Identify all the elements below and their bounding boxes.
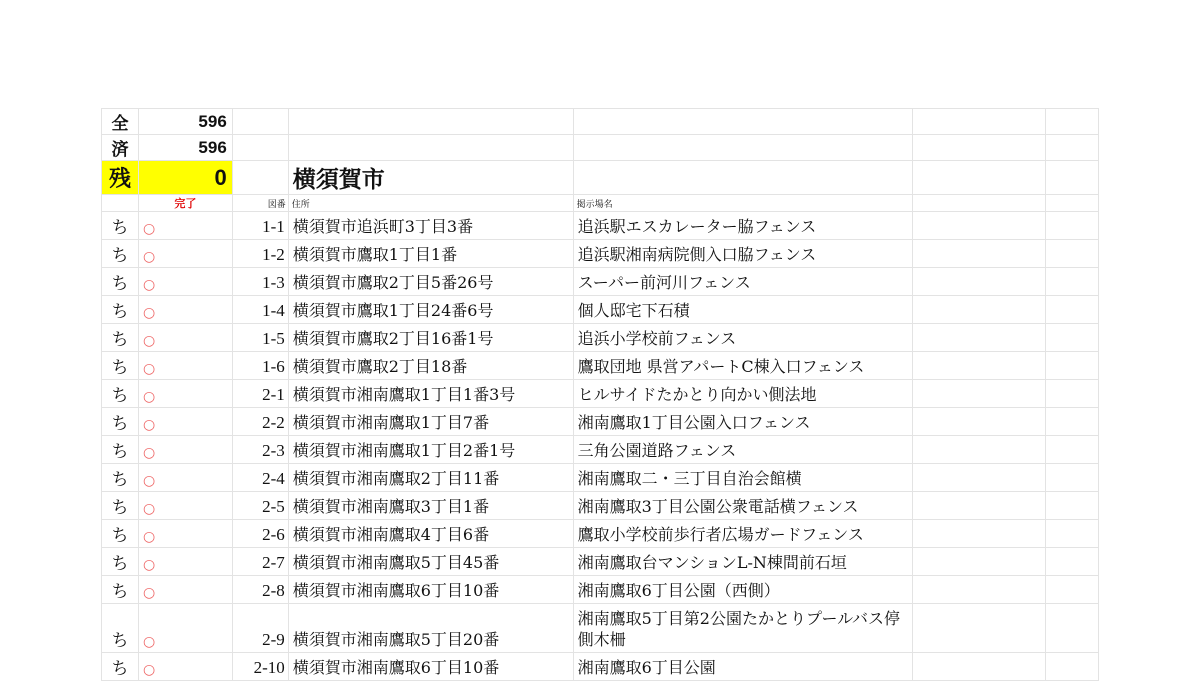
row-address[interactable]: 横須賀市鷹取2丁目5番26号 <box>288 268 573 296</box>
cell[interactable] <box>913 109 1046 135</box>
total-label[interactable]: 全 <box>102 109 139 135</box>
row-fig-no[interactable]: 2-8 <box>232 576 288 604</box>
header-done[interactable]: 完了 <box>138 195 232 212</box>
row-fig-no[interactable]: 1-5 <box>232 324 288 352</box>
row-place[interactable]: 湘南鷹取6丁目公園（西側） <box>573 576 913 604</box>
cell[interactable] <box>913 268 1046 296</box>
row-chi-cell[interactable]: ち <box>102 268 139 296</box>
cell[interactable] <box>913 548 1046 576</box>
summary-row-total <box>102 109 1099 135</box>
row-done-mark[interactable]: ○ <box>138 240 232 268</box>
table-row <box>102 492 1099 520</box>
row-place[interactable]: 個人邸宅下石積 <box>573 296 913 324</box>
cell[interactable] <box>913 135 1046 161</box>
cell[interactable] <box>232 109 288 135</box>
row-done-mark[interactable]: ○ <box>138 436 232 464</box>
row-chi-cell[interactable]: ち <box>102 324 139 352</box>
done-label[interactable]: 済 <box>102 135 139 161</box>
row-address[interactable]: 横須賀市湘南鷹取5丁目20番 <box>288 604 573 653</box>
cell[interactable] <box>102 195 139 212</box>
cell[interactable] <box>913 161 1046 195</box>
row-done-mark[interactable]: ○ <box>138 464 232 492</box>
table-row <box>102 548 1099 576</box>
row-chi-cell[interactable]: ち <box>102 653 139 681</box>
row-place[interactable]: 湘南鷹取二・三丁目自治会館横 <box>573 464 913 492</box>
row-place[interactable]: 三角公園道路フェンス <box>573 436 913 464</box>
cell[interactable] <box>1046 436 1099 464</box>
cell[interactable] <box>573 135 913 161</box>
row-address[interactable]: 横須賀市湘南鷹取3丁目1番 <box>288 492 573 520</box>
done-value[interactable]: 596 <box>138 135 232 161</box>
cell[interactable] <box>913 352 1046 380</box>
row-chi-cell[interactable]: ち <box>102 212 139 240</box>
row-address[interactable]: 横須賀市湘南鷹取1丁目7番 <box>288 408 573 436</box>
row-fig-no[interactable]: 1-3 <box>232 268 288 296</box>
row-chi-cell[interactable]: ち <box>102 520 139 548</box>
cell[interactable] <box>1046 408 1099 436</box>
row-done-mark[interactable]: ○ <box>138 520 232 548</box>
row-fig-no[interactable]: 2-7 <box>232 548 288 576</box>
row-address[interactable]: 横須賀市追浜町3丁目3番 <box>288 212 573 240</box>
total-value[interactable]: 596 <box>138 109 232 135</box>
table-row <box>102 380 1099 408</box>
row-place[interactable]: 湘南鷹取6丁目公園 <box>573 653 913 681</box>
row-place[interactable]: 湘南鷹取5丁目第2公園たかとりプールバス停側木柵 <box>573 604 913 653</box>
row-chi-cell[interactable]: ち <box>102 464 139 492</box>
row-address[interactable]: 横須賀市鷹取1丁目1番 <box>288 240 573 268</box>
cell[interactable] <box>573 161 913 195</box>
row-chi-cell[interactable]: ち <box>102 604 139 653</box>
row-fig-no[interactable]: 1-1 <box>232 212 288 240</box>
row-place[interactable]: 鷹取団地 県営アパートC棟入口フェンス <box>573 352 913 380</box>
table-row <box>102 268 1099 296</box>
cell[interactable] <box>232 161 288 195</box>
row-address[interactable]: 横須賀市湘南鷹取6丁目10番 <box>288 653 573 681</box>
row-fig-no[interactable]: 2-9 <box>232 604 288 653</box>
table-row <box>102 436 1099 464</box>
row-done-mark[interactable]: ○ <box>138 604 232 653</box>
row-place[interactable]: スーパー前河川フェンス <box>573 268 913 296</box>
row-fig-no[interactable]: 1-2 <box>232 240 288 268</box>
cell[interactable] <box>1046 380 1099 408</box>
cell[interactable] <box>1046 240 1099 268</box>
cell[interactable] <box>1046 268 1099 296</box>
cell[interactable] <box>1046 492 1099 520</box>
row-fig-no[interactable]: 2-1 <box>232 380 288 408</box>
cell[interactable] <box>913 195 1046 212</box>
row-fig-no[interactable]: 2-6 <box>232 520 288 548</box>
cell[interactable] <box>1046 212 1099 240</box>
table-row <box>102 296 1099 324</box>
row-done-mark[interactable]: ○ <box>138 408 232 436</box>
table-row <box>102 352 1099 380</box>
cell[interactable] <box>913 653 1046 681</box>
row-chi-cell[interactable]: ち <box>102 380 139 408</box>
cell[interactable] <box>913 408 1046 436</box>
table-row <box>102 520 1099 548</box>
table-row <box>102 240 1099 268</box>
cell[interactable] <box>913 436 1046 464</box>
row-fig-no[interactable]: 2-5 <box>232 492 288 520</box>
spreadsheet-grid <box>101 108 1099 679</box>
remain-label[interactable]: 残 <box>102 161 139 195</box>
table-row <box>102 464 1099 492</box>
cell[interactable] <box>913 492 1046 520</box>
cell[interactable] <box>232 135 288 161</box>
row-chi-cell[interactable]: ち <box>102 240 139 268</box>
row-chi-cell[interactable]: ち <box>102 492 139 520</box>
cell[interactable] <box>913 296 1046 324</box>
row-chi-cell[interactable]: ち <box>102 296 139 324</box>
row-chi-cell[interactable]: ち <box>102 408 139 436</box>
cell[interactable] <box>288 135 573 161</box>
cell[interactable] <box>1046 464 1099 492</box>
row-address[interactable]: 横須賀市鷹取2丁目16番1号 <box>288 324 573 352</box>
row-chi-cell[interactable]: ち <box>102 352 139 380</box>
header-row <box>102 195 1099 212</box>
table-row <box>102 604 1099 653</box>
cell[interactable] <box>913 604 1046 653</box>
cell[interactable] <box>1046 109 1099 135</box>
row-address[interactable]: 横須賀市湘南鷹取1丁目1番3号 <box>288 380 573 408</box>
row-address[interactable]: 横須賀市鷹取2丁目18番 <box>288 352 573 380</box>
row-done-mark[interactable]: ○ <box>138 212 232 240</box>
cell[interactable] <box>573 109 913 135</box>
row-chi-cell[interactable]: ち <box>102 548 139 576</box>
cell[interactable] <box>1046 604 1099 653</box>
row-done-mark[interactable]: ○ <box>138 324 232 352</box>
cell[interactable] <box>1046 324 1099 352</box>
row-fig-no[interactable]: 2-10 <box>232 653 288 681</box>
row-done-mark[interactable]: ○ <box>138 268 232 296</box>
row-chi-cell[interactable]: ち <box>102 576 139 604</box>
cell[interactable] <box>288 109 573 135</box>
row-address[interactable]: 横須賀市湘南鷹取1丁目2番1号 <box>288 436 573 464</box>
row-address[interactable]: 横須賀市湘南鷹取6丁目10番 <box>288 576 573 604</box>
row-chi-cell[interactable]: ち <box>102 436 139 464</box>
row-fig-no[interactable]: 2-3 <box>232 436 288 464</box>
row-fig-no[interactable]: 2-4 <box>232 464 288 492</box>
cell[interactable] <box>1046 161 1099 195</box>
cell[interactable] <box>913 212 1046 240</box>
cell[interactable] <box>913 520 1046 548</box>
table-row <box>102 324 1099 352</box>
remain-value[interactable]: 0 <box>138 161 232 195</box>
cell[interactable] <box>913 464 1046 492</box>
row-address[interactable]: 横須賀市湘南鷹取4丁目6番 <box>288 520 573 548</box>
header-fig-no[interactable]: 図番 <box>232 195 288 212</box>
header-place[interactable]: 掲示場名 <box>573 195 913 212</box>
row-place[interactable]: 湘南鷹取1丁目公園入口フェンス <box>573 408 913 436</box>
summary-row-remain <box>102 161 1099 195</box>
cell[interactable] <box>1046 135 1099 161</box>
row-place[interactable]: 追浜駅湘南病院側入口脇フェンス <box>573 240 913 268</box>
row-fig-no[interactable]: 1-6 <box>232 352 288 380</box>
table-row <box>102 408 1099 436</box>
row-place[interactable]: 鷹取小学校前歩行者広場ガードフェンス <box>573 520 913 548</box>
cell[interactable] <box>1046 352 1099 380</box>
sheet-table <box>101 108 1099 681</box>
cell[interactable] <box>1046 520 1099 548</box>
cell[interactable] <box>913 240 1046 268</box>
row-fig-no[interactable]: 1-4 <box>232 296 288 324</box>
cell[interactable] <box>913 324 1046 352</box>
row-place[interactable]: 追浜小学校前フェンス <box>573 324 913 352</box>
row-place[interactable]: ヒルサイドたかとり向かい側法地 <box>573 380 913 408</box>
cell[interactable] <box>913 576 1046 604</box>
summary-row-done <box>102 135 1099 161</box>
cell[interactable] <box>913 380 1046 408</box>
row-done-mark[interactable]: ○ <box>138 653 232 681</box>
header-address[interactable]: 住所 <box>288 195 573 212</box>
cell[interactable] <box>1046 576 1099 604</box>
row-address[interactable]: 横須賀市湘南鷹取2丁目11番 <box>288 464 573 492</box>
row-place[interactable]: 湘南鷹取3丁目公園公衆電話横フェンス <box>573 492 913 520</box>
table-row <box>102 653 1099 681</box>
row-fig-no[interactable]: 2-2 <box>232 408 288 436</box>
cell[interactable] <box>1046 653 1099 681</box>
row-place[interactable]: 湘南鷹取台マンションL-N棟間前石垣 <box>573 548 913 576</box>
row-done-mark[interactable]: ○ <box>138 352 232 380</box>
row-address[interactable]: 横須賀市鷹取1丁目24番6号 <box>288 296 573 324</box>
row-done-mark[interactable]: ○ <box>138 548 232 576</box>
row-done-mark[interactable]: ○ <box>138 576 232 604</box>
cell[interactable] <box>1046 296 1099 324</box>
table-row <box>102 576 1099 604</box>
row-done-mark[interactable]: ○ <box>138 296 232 324</box>
table-row <box>102 212 1099 240</box>
row-address[interactable]: 横須賀市湘南鷹取5丁目45番 <box>288 548 573 576</box>
row-done-mark[interactable]: ○ <box>138 492 232 520</box>
row-done-mark[interactable]: ○ <box>138 380 232 408</box>
city-title[interactable]: 横須賀市 <box>288 161 573 195</box>
row-place[interactable]: 追浜駅エスカレーター脇フェンス <box>573 212 913 240</box>
cell[interactable] <box>1046 195 1099 212</box>
cell[interactable] <box>1046 548 1099 576</box>
